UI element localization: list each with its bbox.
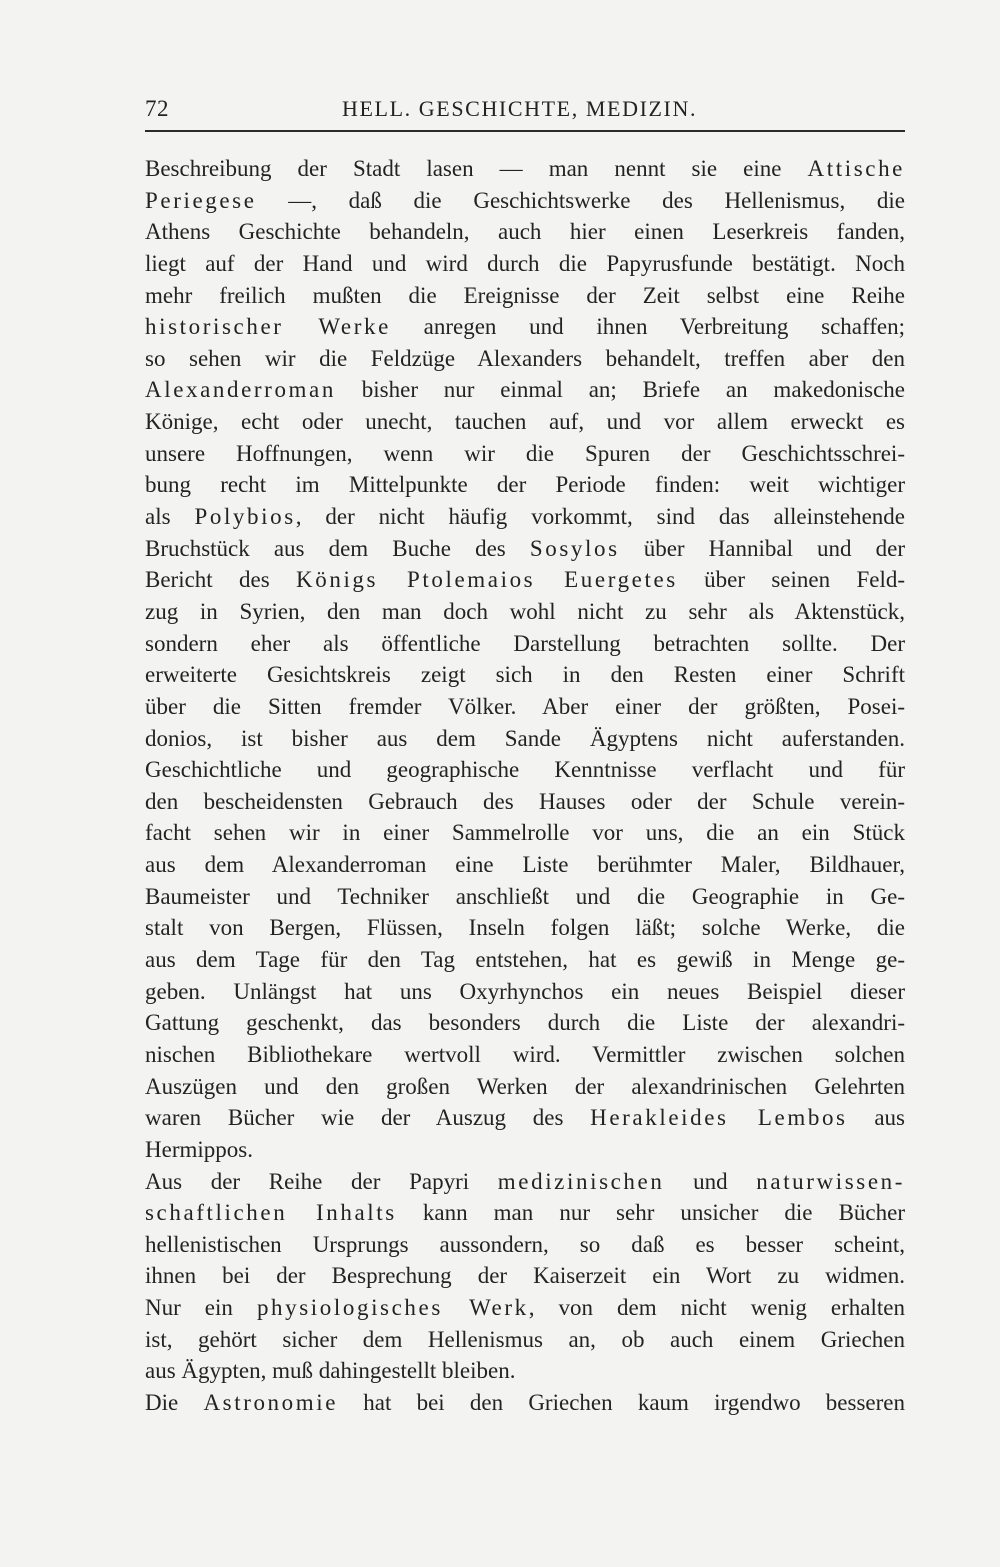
text-run: stalt von Bergen, Flüssen, Inseln folgen läßt; solche Werke, die xyxy=(145,915,905,941)
text-line xyxy=(145,216,905,248)
spaced-emphasis: Herakleides Lembos xyxy=(590,1105,848,1131)
text-line xyxy=(145,944,905,976)
text-run: Gattung geschenkt, das besonders durch die Liste der alexandri- xyxy=(145,1010,905,1036)
spaced-emphasis: Attische xyxy=(807,156,905,181)
text-run: Aus der Reihe der Papyri xyxy=(145,1168,498,1194)
text-run: Könige, echt oder unecht, tauchen auf, und vor allem erweckt es xyxy=(145,409,905,435)
text-line xyxy=(145,501,905,533)
text-line xyxy=(145,1260,905,1292)
spaced-emphasis: Königs Ptolemaios Euergetes xyxy=(296,567,678,593)
text-run: aus dem Alexanderroman eine Liste berühmter Maler, Bildhauer, xyxy=(145,852,905,878)
text-run: Die xyxy=(145,1389,204,1415)
spaced-emphasis: Alexanderroman xyxy=(145,377,336,403)
text-run: ist, gehört sicher dem Hellenismus an, ob auch einem Griechen xyxy=(145,1326,905,1352)
text-line xyxy=(145,1166,905,1198)
text-run: —, daß die Geschichtswerke des Hellenismus, die xyxy=(256,187,905,213)
text-line xyxy=(145,786,905,818)
text-run: erweiterte Gesichtskreis zeigt sich in den Resten einer Schrift xyxy=(145,662,905,688)
text-run: mehr freilich mußten die Ereignisse der Zeit selbst eine Reihe xyxy=(145,282,905,308)
text-run: hellenistischen Ursprungs aussondern, so daß es besser scheint, xyxy=(145,1231,905,1257)
text-line xyxy=(145,469,905,501)
text-line xyxy=(145,1102,905,1134)
spaced-emphasis: Astronomie xyxy=(203,1389,339,1415)
text-run: Bericht des xyxy=(145,567,297,593)
text-run: aus Ägypten, muß dahingestellt bleiben. xyxy=(145,1358,516,1384)
text-run: Geschichtliche und geographische Kenntnisse verflacht und für xyxy=(145,757,905,783)
text-run: , der nicht häufig vorkommt, sind das alleinstehende xyxy=(295,504,905,530)
text-line xyxy=(145,1197,905,1229)
spaced-emphasis: medizinischen xyxy=(497,1168,665,1194)
spaced-emphasis: schaftlichen Inhalts xyxy=(145,1200,397,1226)
text-run: geben. Unlängst hat uns Oxyrhynchos ein neues Beispiel dieser xyxy=(145,978,905,1004)
text-run: Beschreibung der Stadt lasen — man nennt sie eine xyxy=(145,156,808,181)
text-run: kann man nur sehr unsicher die Bücher xyxy=(396,1200,906,1226)
text-line xyxy=(145,817,905,849)
text-line xyxy=(145,691,905,723)
text-line xyxy=(145,754,905,786)
text-run: , von dem nicht wenig erhalten xyxy=(528,1295,905,1321)
text-line xyxy=(145,1355,905,1387)
text-line xyxy=(145,1134,905,1166)
running-head: HELL. GESCHICHTE, MEDIZIN. xyxy=(342,96,698,121)
text-run: anregen und ihnen Verbreitung schaffen; xyxy=(390,314,905,340)
text-run: über die Sitten fremder Völker. Aber einer der größten, Posei- xyxy=(145,693,905,719)
text-line xyxy=(145,153,905,185)
text-line xyxy=(145,1387,905,1419)
text-run: über seinen Feld- xyxy=(677,567,905,593)
text-run: sondern eher als öffentliche Darstellung betrachten sollte. Der xyxy=(145,630,905,656)
text-run: aus xyxy=(847,1105,905,1131)
text-line xyxy=(145,596,905,628)
text-run: nischen Bibliothekare wertvoll wird. Vermittler zwischen solchen xyxy=(145,1041,905,1067)
text-run: bisher nur einmal an; Briefe an makedonische xyxy=(335,377,905,403)
spaced-emphasis: physiologisches Werk xyxy=(256,1295,529,1321)
text-line xyxy=(145,659,905,691)
text-line xyxy=(145,723,905,755)
text-line xyxy=(145,912,905,944)
text-line xyxy=(145,185,905,217)
spaced-emphasis: historischer Werke xyxy=(145,314,391,340)
text-run: facht sehen wir in einer Sammelrolle vor uns, die an ein Stück xyxy=(145,820,905,846)
text-run: Baumeister und Techniker anschließt und die Geographie in Ge- xyxy=(145,883,905,909)
page-number: 72 xyxy=(145,96,169,121)
text-run: den bescheidensten Gebrauch des Hauses oder der Schule verein- xyxy=(145,788,905,814)
text-line xyxy=(145,628,905,660)
text-run: donios, ist bisher aus dem Sande Ägyptens nicht auferstanden. xyxy=(145,725,905,751)
text-run: liegt auf der Hand und wird durch die Papyrusfunde bestätigt. Noch xyxy=(145,250,905,276)
text-run: ihnen bei der Besprechung der Kaiserzeit ein Wort zu widmen. xyxy=(145,1263,905,1289)
text-run: Hermippos. xyxy=(145,1136,253,1162)
text-line xyxy=(145,1039,905,1071)
text-run: Nur ein xyxy=(145,1295,257,1321)
text-line xyxy=(145,280,905,312)
text-run: unsere Hoffnungen, wenn wir die Spuren der Geschichtsschrei- xyxy=(145,440,905,466)
text-run: als xyxy=(145,504,195,530)
text-line xyxy=(145,881,905,913)
text-run: bung recht im Mittelpunkte der Periode finden: weit wichtiger xyxy=(145,472,905,498)
text-run: Athens Geschichte behandeln, auch hier einen Leserkreis fanden, xyxy=(145,219,905,245)
text-run: aus dem Tage für den Tag entstehen, hat es gewiß in Menge ge- xyxy=(145,947,905,973)
text-line xyxy=(145,564,905,596)
text-run: über Hannibal und der xyxy=(619,535,906,561)
text-line xyxy=(145,1229,905,1261)
text-line xyxy=(145,406,905,438)
text-line xyxy=(145,1007,905,1039)
text-line xyxy=(145,438,905,470)
spaced-emphasis: Periegese xyxy=(145,187,257,213)
text-run: hat bei den Griechen kaum irgendwo besseren xyxy=(338,1389,905,1415)
text-line xyxy=(145,1292,905,1324)
page-header xyxy=(145,96,905,132)
text-line xyxy=(145,311,905,343)
spaced-emphasis: Sosylos xyxy=(529,535,620,561)
text-run: und xyxy=(664,1168,757,1194)
text-line xyxy=(145,343,905,375)
text-line xyxy=(145,374,905,406)
text-line xyxy=(145,1071,905,1103)
text-line xyxy=(145,1324,905,1356)
text-line xyxy=(145,849,905,881)
text-line xyxy=(145,976,905,1008)
text-run: waren Bücher wie der Auszug des xyxy=(145,1105,591,1131)
text-line xyxy=(145,533,905,565)
text-run: zug in Syrien, den man doch wohl nicht zu sehr als Aktenstück, xyxy=(145,598,905,624)
text-run: so sehen wir die Feldzüge Alexanders behandelt, treffen aber den xyxy=(145,345,905,371)
body-text xyxy=(145,153,905,1419)
spaced-emphasis: Polybios xyxy=(194,504,296,530)
text-run: Bruchstück aus dem Buche des xyxy=(145,535,530,561)
spaced-emphasis: naturwissen- xyxy=(756,1168,906,1194)
text-line xyxy=(145,248,905,280)
text-run: Auszügen und den großen Werken der alexandrinischen Gelehrten xyxy=(145,1073,905,1099)
